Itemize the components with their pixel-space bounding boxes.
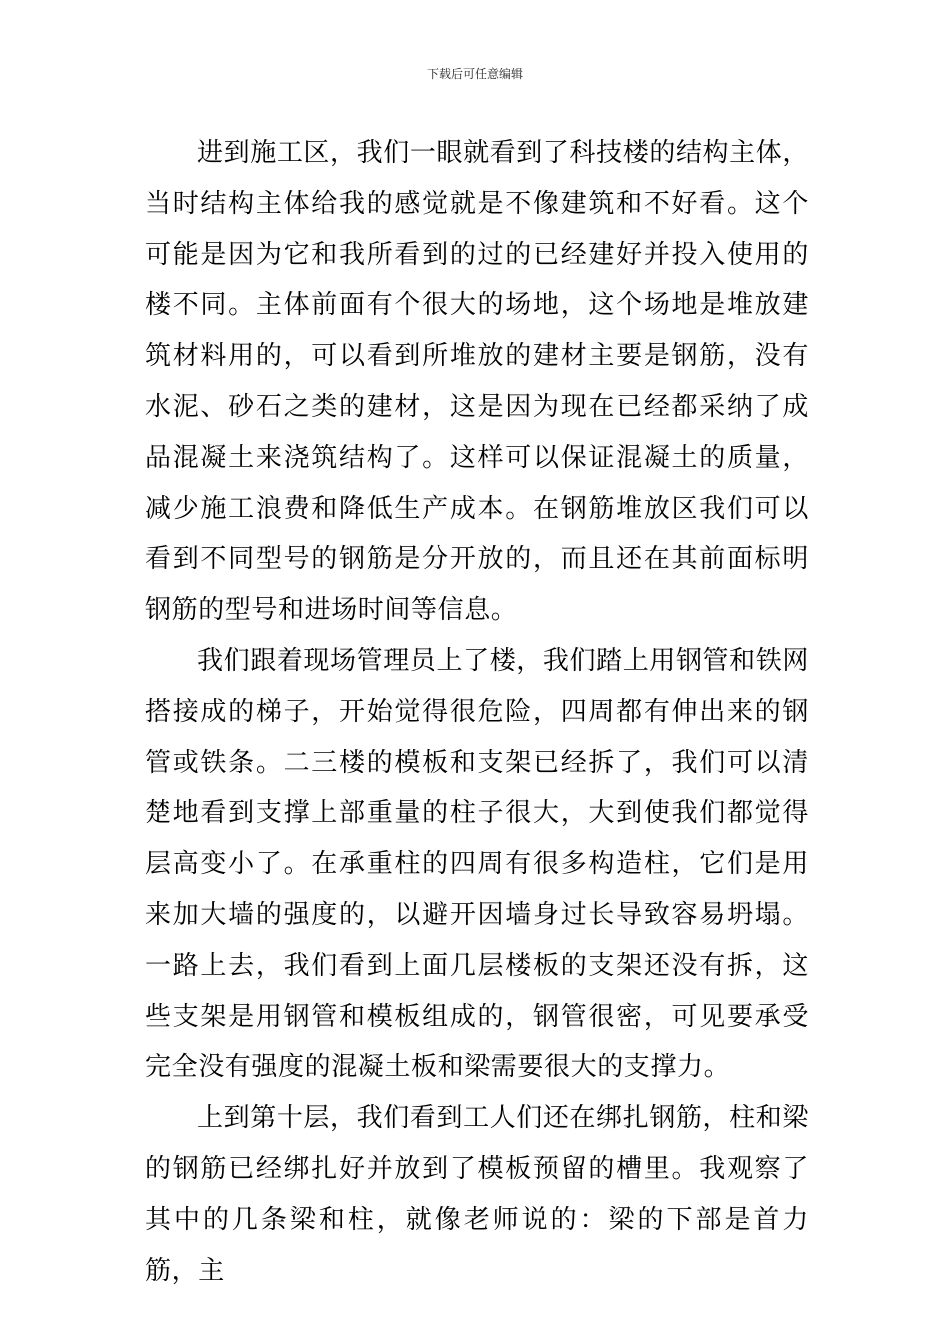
document-body bbox=[145, 128, 809, 1296]
paragraph-1: 进到施工区，我们一眼就看到了科技楼的结构主体，当时结构主体给我的感觉就是不像建筑和不好看。这个可能是因为它和我所看到的过的已经建好并投入使用的楼不同。主体前面有个很大的场地，这个场地是堆放建筑材料用的，可以看到所堆放的建材主要是钢筋，没有水泥、砂石之类的建材，这是因为现在已经都采纳了成品混凝土来浇筑结构了。这样可以保证混凝土的质量，减少施工浪费和降低生产成本。在钢筋堆放区我们可以看到不同型号的钢筋是分开放的，而且还在其前面标明钢筋的型号和进场时间等信息。 bbox=[145, 138, 809, 626]
paragraph-2: 我们跟着现场管理员上了楼，我们踏上用钢管和铁网搭接成的梯子，开始觉得很危险，四周都有伸出来的钢管或铁条。二三楼的模板和支架已经拆了，我们可以清楚地看到支撑上部重量的柱子很大，大到使我们都觉得层高变小了。在承重柱的四周有很多构造柱，它们是用来加大墙的强度的，以避开因墙身过长导致容易坍塌。一路上去，我们看到上面几层楼板的支架还没有拆，这些支架是用钢管和模板组成的，钢管很密，可见要承受完全没有强度的混凝土板和梁需要很大的支撑力。 bbox=[145, 645, 809, 1083]
page-header: 下载后可任意编辑 bbox=[426, 67, 523, 81]
paragraph-3: 上到第十层，我们看到工人们还在绑扎钢筋，柱和梁的钢筋已经绑扎好并放到了模板预留的槽里。我观察了其中的几条梁和柱，就像老师说的：梁的下部是首力筋，主 bbox=[145, 1103, 809, 1286]
